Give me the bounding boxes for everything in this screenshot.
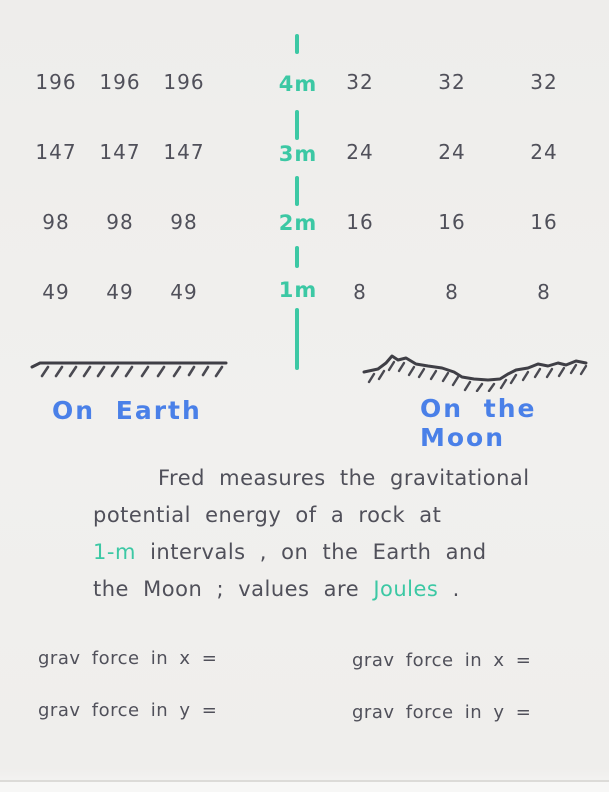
height-label-1m: 1m	[278, 278, 318, 302]
earth-energy-values	[26, 70, 214, 350]
table-row	[330, 210, 574, 236]
earth-label: On Earth	[52, 396, 202, 425]
energy-value: 8	[537, 280, 551, 304]
height-scale-dash	[295, 34, 299, 54]
moon-grav-force-x-prompt: grav force in x =	[352, 650, 532, 671]
energy-value: 147	[163, 140, 205, 164]
moon-ground-drawing	[358, 346, 593, 392]
earth-grav-force-x-prompt: grav force in x =	[38, 648, 218, 669]
energy-value: 98	[42, 210, 70, 234]
height-label-4m: 4m	[278, 72, 318, 96]
table-row	[330, 140, 574, 166]
energy-value: 32	[530, 70, 558, 94]
energy-value: 147	[99, 140, 141, 164]
energy-value: 147	[35, 140, 77, 164]
interval-accent-text: 1-m	[93, 540, 136, 564]
energy-value: 98	[170, 210, 198, 234]
moon-grav-force-y-prompt: grav force in y =	[352, 702, 532, 723]
height-scale-dash	[295, 176, 299, 206]
height-scale-dash	[295, 110, 299, 140]
paragraph-line-1: Fred measures the gravitational	[158, 466, 530, 490]
energy-value: 8	[353, 280, 367, 304]
energy-value: 24	[530, 140, 558, 164]
energy-value: 24	[346, 140, 374, 164]
table-row	[330, 280, 574, 306]
height-scale-dash	[295, 308, 299, 370]
energy-value: 49	[106, 280, 134, 304]
moon-energy-values	[330, 70, 574, 350]
height-label-3m: 3m	[278, 142, 318, 166]
paragraph-line-3	[93, 540, 487, 564]
table-row	[26, 280, 214, 306]
height-scale-dash	[295, 246, 299, 268]
energy-value: 16	[346, 210, 374, 234]
moon-label: On the Moon	[420, 394, 537, 452]
paragraph-line-4-post: .	[452, 577, 460, 601]
table-row	[26, 70, 214, 96]
energy-value: 196	[163, 70, 205, 94]
paragraph-line-2: potential energy of a rock at	[93, 503, 442, 527]
energy-value: 32	[438, 70, 466, 94]
energy-value: 196	[99, 70, 141, 94]
energy-value: 49	[42, 280, 70, 304]
height-label-2m: 2m	[278, 211, 318, 235]
table-row	[330, 70, 574, 96]
energy-value: 16	[438, 210, 466, 234]
earth-grav-force-y-prompt: grav force in y =	[38, 700, 218, 721]
energy-value: 16	[530, 210, 558, 234]
paragraph-line-3-rest: intervals , on the Earth and	[150, 540, 487, 564]
earth-ground-drawing	[28, 352, 233, 386]
energy-value: 49	[170, 280, 198, 304]
energy-value: 196	[35, 70, 77, 94]
paragraph-line-4-pre: the Moon ; values are	[93, 577, 360, 601]
energy-value: 8	[445, 280, 459, 304]
energy-value: 32	[346, 70, 374, 94]
energy-value: 98	[106, 210, 134, 234]
scan-edge-strip	[0, 782, 609, 792]
joules-accent-text: Joules	[373, 577, 439, 601]
table-row	[26, 140, 214, 166]
energy-value: 24	[438, 140, 466, 164]
table-row	[26, 210, 214, 236]
paragraph-line-4	[93, 577, 460, 601]
